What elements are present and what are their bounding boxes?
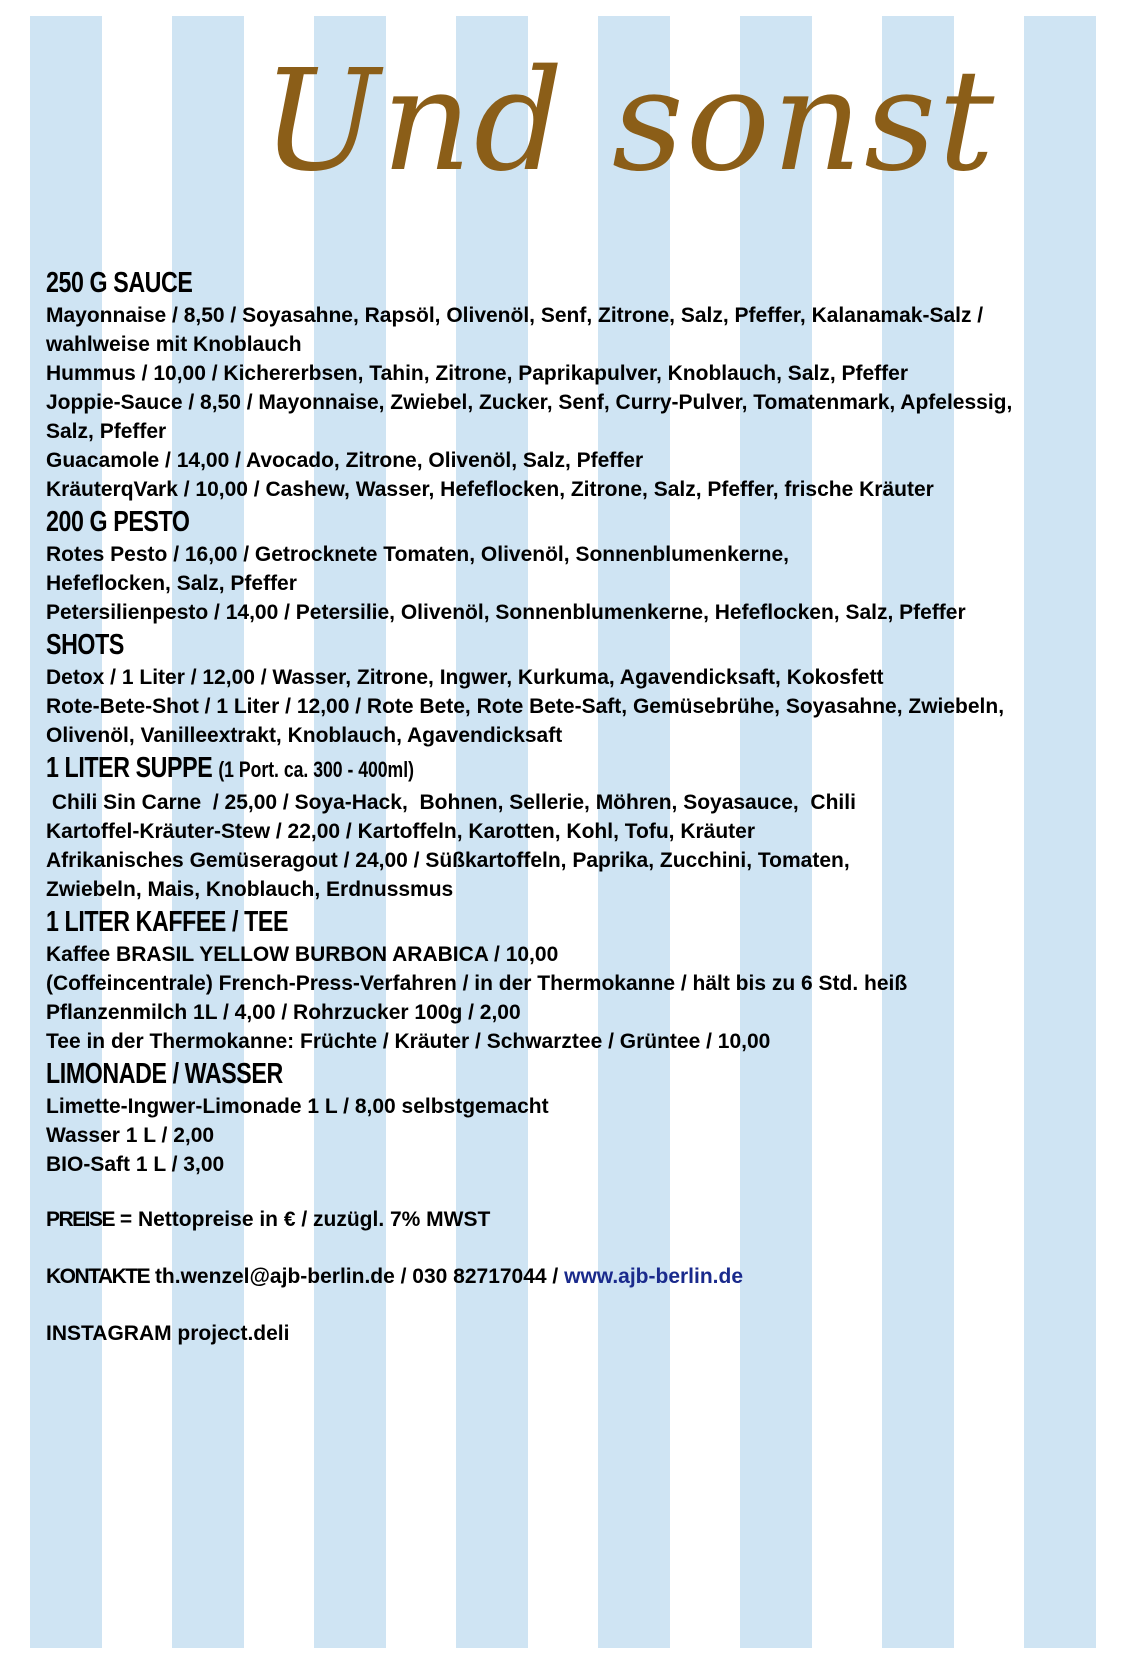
menu-item: Afrikanisches Gemüseragout / 24,00 / Süßkartoffeln, Paprika, Zucchini, Tomaten, Zwiebeln, Mais, Knoblauch, Erdnussmus [46, 849, 850, 901]
contact-text: th.wenzel@ajb-berlin.de / 030 82717044 / [149, 1265, 565, 1288]
menu-item: (Coffeincentrale) French-Press-Verfahren / in der Thermokanne / hält bis zu 6 Std. heiß [46, 972, 908, 995]
menu-item: Joppie-Sauce / 8,50 / Mayonnaise, Zwiebel, Zucker, Senf, Curry-Pulver, Tomatenmark, Apfelessig, Salz, Pfeffer [46, 391, 1013, 443]
section-heading-text: 1 LITER SUPPE [46, 752, 213, 784]
section-pesto [46, 504, 1116, 627]
footer [46, 1179, 1116, 1348]
menu-item: Wasser 1 L / 2,00 [46, 1124, 215, 1147]
instagram-line: INSTAGRAM project.deli [46, 1322, 290, 1345]
menu-item: Guacamole / 14,00 / Avocado, Zitrone, Olivenöl, Salz, Pfeffer [46, 449, 644, 472]
prices-text: = Nettopreise in € / zuzügl. 7% MWST [114, 1208, 491, 1231]
section-heading: 1 LITER KAFFEE / TEE [46, 906, 289, 938]
menu-item: Petersilienpesto / 14,00 / Petersilie, Olivenöl, Sonnenblumenkerne, Hefeflocken, Salz, Pfeffer [46, 601, 966, 624]
section-heading: 200 G PESTO [46, 506, 190, 538]
section-sauce [46, 265, 1116, 504]
section-coffee-tea [46, 904, 1116, 1056]
menu-item: Kartoffel-Kräuter-Stew / 22,00 / Kartoffeln, Karotten, Kohl, Tofu, Kräuter [46, 820, 756, 843]
menu-item: Rotes Pesto / 16,00 / Getrocknete Tomaten, Olivenöl, Sonnenblumenkerne, Hefeflocken, Salz, Pfeffer [46, 543, 789, 595]
page-title-text: Und sonst [261, 40, 997, 203]
website-link[interactable]: www.ajb-berlin.de [564, 1265, 744, 1288]
menu-item: Mayonnaise / 8,50 / Soyasahne, Rapsöl, Olivenöl, Senf, Zitrone, Salz, Pfeffer, Kalanamak-Salz / wahlweise mit Knoblauch [46, 304, 984, 356]
menu-item: Limette-Ingwer-Limonade 1 L / 8,00 selbstgemacht [46, 1095, 549, 1118]
menu-item: Rote-Bete-Shot / 1 Liter / 12,00 / Rote Bete, Rote Bete-Saft, Gemüsebrühe, Soyasahne, Zwiebeln, Olivenöl, Vanilleextrakt, Knoblauch, Agavendicksaft [46, 695, 1005, 747]
menu-item: BIO-Saft 1 L / 3,00 [46, 1153, 225, 1176]
section-heading: SHOTS [46, 629, 124, 661]
section-shots [46, 627, 1116, 750]
prices-label: PREISE [46, 1208, 115, 1231]
section-heading [46, 750, 902, 788]
section-heading: LIMONADE / WASSER [46, 1058, 283, 1090]
menu-content [46, 265, 1116, 1348]
menu-item: KräuterqVark / 10,00 / Cashew, Wasser, Hefeflocken, Zitrone, Salz, Pfeffer, frische Kräuter [46, 478, 934, 501]
section-subheading: (1 Port. ca. 300 - 400ml) [218, 757, 414, 782]
contact-label: KONTAKTE [46, 1265, 150, 1288]
page-title [0, 40, 1138, 203]
prices-note [46, 1205, 1116, 1234]
menu-item: Pflanzenmilch 1L / 4,00 / Rohrzucker 100g / 2,00 [46, 1001, 521, 1024]
menu-item: Chili Sin Carne / 25,00 / Soya-Hack, Bohnen, Sellerie, Möhren, Soyasauce, Chili [46, 791, 856, 814]
contact-line [46, 1262, 1116, 1291]
menu-item: Hummus / 10,00 / Kichererbsen, Tahin, Zitrone, Paprikapulver, Knoblauch, Salz, Pfeffer [46, 362, 909, 385]
section-lemonade-water [46, 1056, 1116, 1179]
menu-item: Kaffee BRASIL YELLOW BURBON ARABICA / 10,00 [46, 943, 559, 966]
menu-item: Detox / 1 Liter / 12,00 / Wasser, Zitrone, Ingwer, Kurkuma, Agavendicksaft, Kokosfett [46, 666, 884, 689]
menu-item: Tee in der Thermokanne: Früchte / Kräuter / Schwarztee / Grüntee / 10,00 [46, 1030, 771, 1053]
section-soup [46, 750, 1116, 904]
section-heading: 250 G SAUCE [46, 267, 193, 299]
